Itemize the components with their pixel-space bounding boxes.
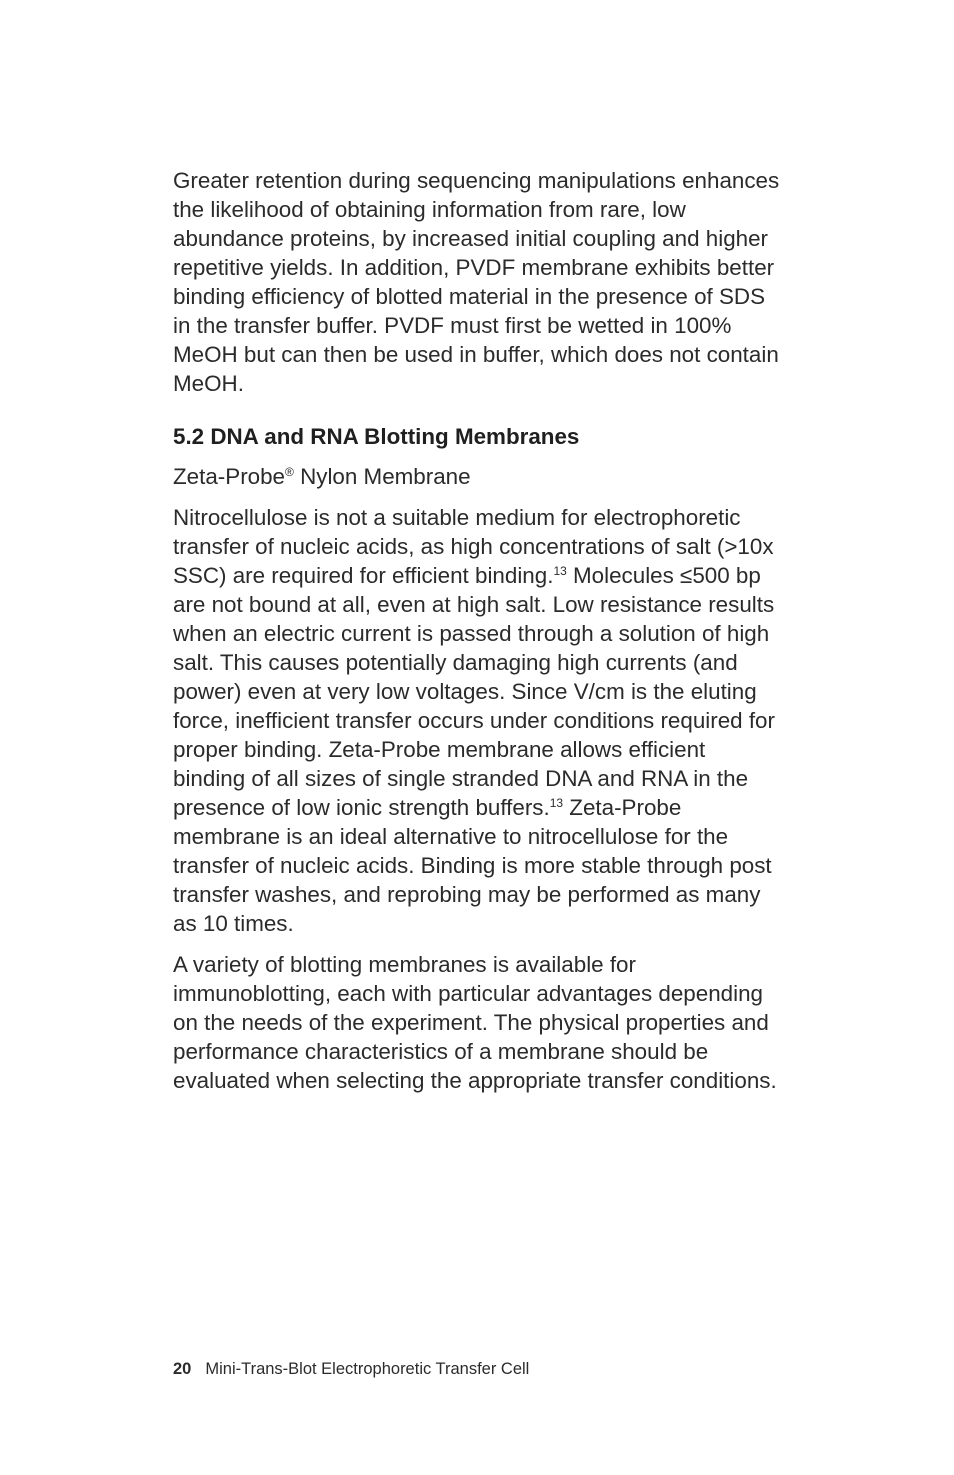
page-footer xyxy=(173,1358,529,1380)
paragraph-text: Zeta-Probe membrane is an ideal alternative to nitrocellulose for the transfer of nucleic acids. Binding is more stable through post transfer washes, and reprobing may be performed as many as 10 times. xyxy=(173,795,772,936)
subheading-text: Zeta-Probe xyxy=(173,464,286,489)
reference-superscript: 13 xyxy=(553,564,567,578)
paragraph-pvdf-retention: Greater retention during sequencing manipulations enhances the likelihood of obtaining information from rare, low abundance proteins, by increased initial coupling and higher repetitive yields. In addition, PVDF membrane exhibits better binding efficiency of blotted material in the presence of SDS in the transfer buffer. PVDF must first be wetted in 100% MeOH but can then be used in buffer, which does not contain MeOH. xyxy=(173,168,780,396)
paragraph-text: Molecules ≤500 bp are not bound at all, even at high salt. Low resistance results when an electric current is passed through a solution of high salt. This causes potentially damaging high currents (and power) even at very low voltages. Since V/cm is the eluting force, inefficient transfer occurs under conditions required for proper binding. Zeta-Probe membrane allows efficient binding of all sizes of single stranded DNA and RNA in the presence of low ionic strength buffers. xyxy=(173,563,775,820)
reference-superscript: 13 xyxy=(549,796,564,810)
page-content xyxy=(173,166,783,1107)
page-number: 20 xyxy=(173,1360,192,1378)
subheading-zeta-probe xyxy=(173,462,783,491)
subheading-text-end: Nylon Membrane xyxy=(293,464,471,489)
footer-title: Mini-Trans-Blot Electrophoretic Transfer Cell xyxy=(205,1360,530,1378)
paragraph-variety: A variety of blotting membranes is available for immunoblotting, each with particular advantages depending on the needs of the experiment. The physical properties and performance characteristics of a membrane should be evaluated when selecting the appropriate transfer conditions. xyxy=(173,952,777,1093)
registered-mark: ® xyxy=(285,465,294,479)
paragraph-nitrocellulose xyxy=(173,503,783,938)
paragraph-text: Nitrocellulose is not a suitable medium for electrophoretic transfer of nucleic acids, as high concentrations of salt (>10x SSC) are required for efficient binding. xyxy=(173,505,774,588)
section-heading: 5.2 DNA and RNA Blotting Membranes xyxy=(173,424,580,449)
